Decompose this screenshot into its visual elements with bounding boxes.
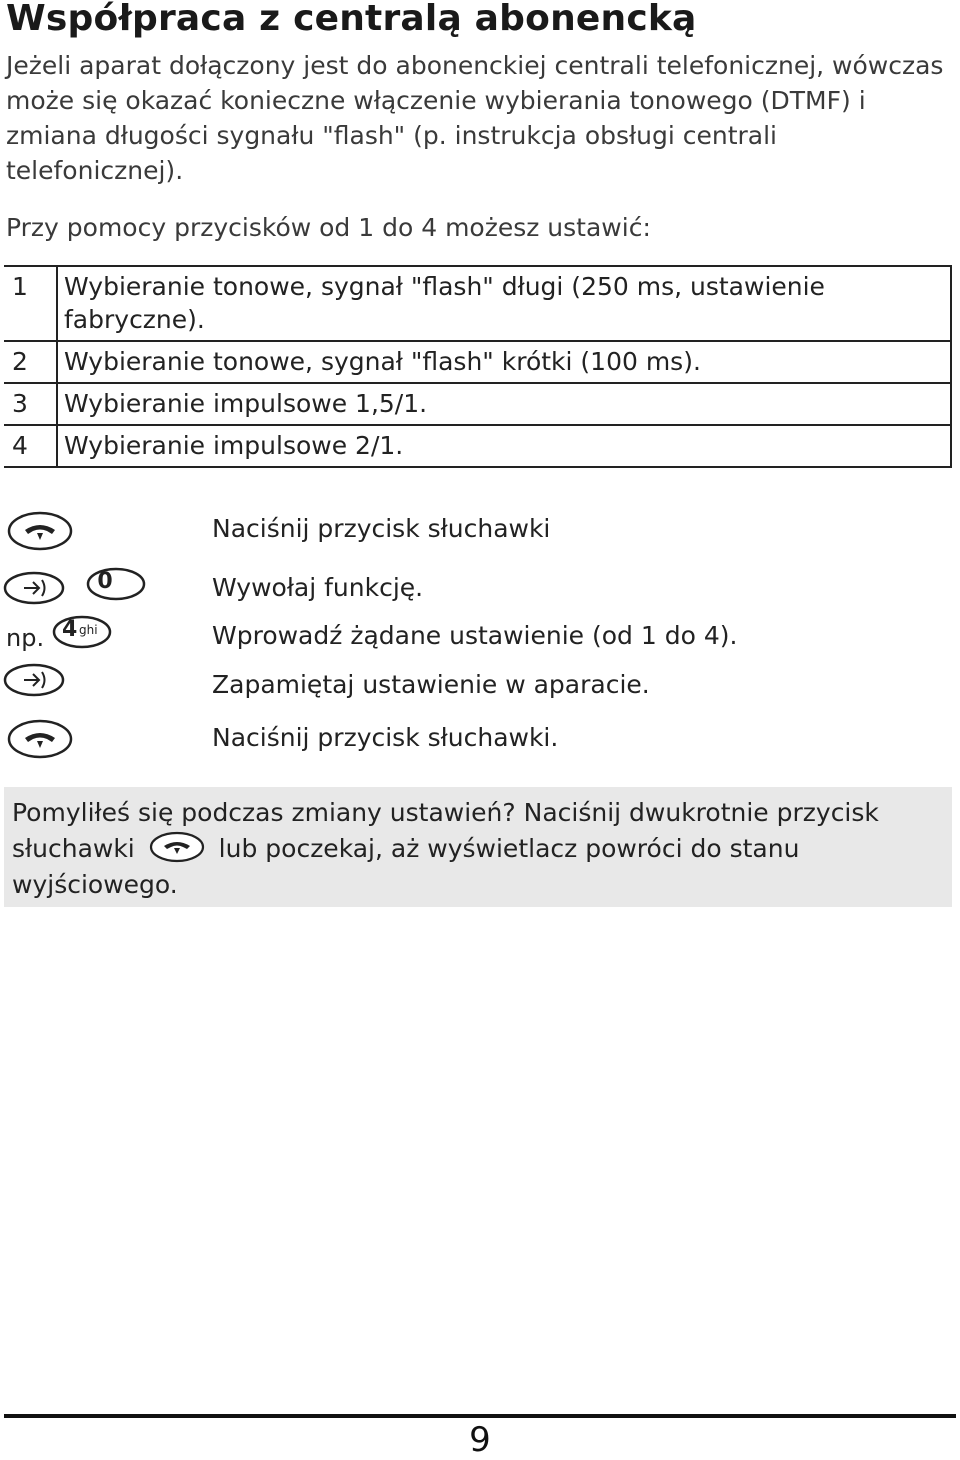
menu-enter-key-icon xyxy=(2,570,66,606)
option-number: 3 xyxy=(4,383,57,425)
settings-options-table xyxy=(4,265,952,468)
table-row xyxy=(4,425,951,467)
step-text: Naciśnij przycisk słuchawki. xyxy=(212,723,559,752)
option-number: 4 xyxy=(4,425,57,467)
table-row xyxy=(4,383,951,425)
option-text: Wybieranie impulsowe 1,5/1. xyxy=(57,383,951,425)
table-row xyxy=(4,341,951,383)
option-text: Wybieranie tonowe, sygnał "flash" krótki (100 ms). xyxy=(57,341,951,383)
key-4-icon xyxy=(52,614,112,650)
option-number: 2 xyxy=(4,341,57,383)
tip-note-box xyxy=(4,787,952,907)
handset-key-icon xyxy=(149,830,205,864)
note-text-part2: lub poczekaj, aż wyświetlacz powróci do stanu wyjściowego. xyxy=(12,834,800,899)
option-text: Wybieranie tonowe, sygnał "flash" długi (250 ms, ustawienie fabryczne). xyxy=(57,266,951,341)
key-0-label: 0 xyxy=(97,569,113,594)
option-number: 1 xyxy=(4,266,57,341)
intro-paragraph: Jeżeli aparat dołączony jest do abonenckiej centrali telefonicznej, wówczas może się okazać konieczne włączenie wybierania tonowego (DTMF) i zmiana długości sygnału "flash" (p. instrukcja obsługi centrali telefonicznej). xyxy=(6,51,944,185)
menu-enter-key-icon xyxy=(2,662,66,698)
footer-rule xyxy=(4,1414,956,1418)
page-number: 9 xyxy=(469,1420,491,1460)
handset-key-icon xyxy=(6,510,74,552)
handset-key-icon xyxy=(6,718,74,760)
page-title: Współpraca z centralą abonencką xyxy=(6,0,697,39)
note-text-part1: Pomyliłeś się podczas zmiany ustawień? Naciśnij dwukrotnie przycisk słuchawki xyxy=(12,798,879,863)
key-4-letters: ghi xyxy=(79,623,98,637)
step-text: Wprowadź żądane ustawienie (od 1 do 4). xyxy=(212,621,738,650)
key-0-icon xyxy=(86,566,146,602)
table-row xyxy=(4,266,951,341)
options-lead-text: Przy pomocy przycisków od 1 do 4 możesz ustawić: xyxy=(6,213,651,242)
step-text: Naciśnij przycisk słuchawki xyxy=(212,514,551,543)
step-text: Zapamiętaj ustawienie w aparacie. xyxy=(212,670,650,699)
example-prefix: np. xyxy=(6,624,45,652)
option-text: Wybieranie impulsowe 2/1. xyxy=(57,425,951,467)
key-4-digit: 4 xyxy=(62,617,78,642)
step-text: Wywołaj funkcję. xyxy=(212,573,424,602)
